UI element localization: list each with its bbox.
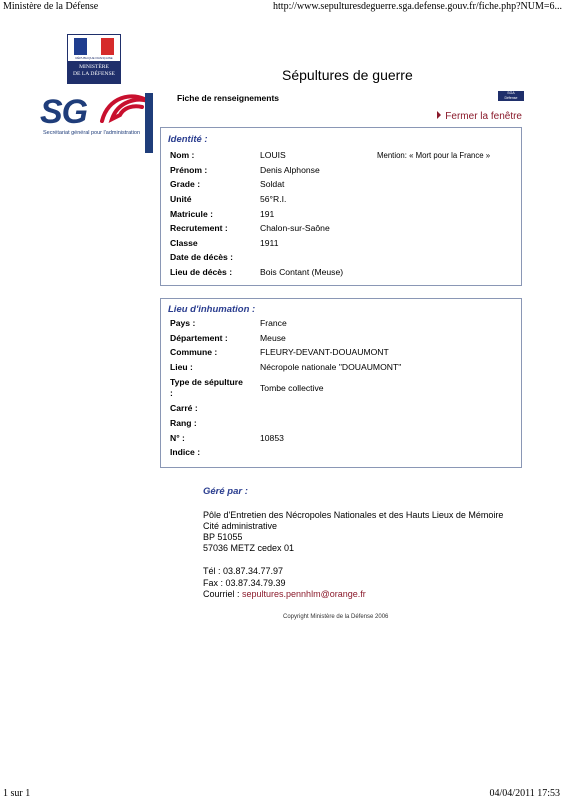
close-window-link[interactable]: [437, 111, 522, 122]
managed-by-addr3: 57036 METZ cedex 01: [203, 543, 295, 553]
field-value-numero: 10853: [260, 433, 284, 443]
type-sepulture-line2: :: [170, 388, 173, 398]
ministry-logo: [67, 34, 121, 84]
ministry-rf-text: RÉPUBLIQUE FRANÇAISE: [75, 56, 113, 60]
field-label-rang: Rang :: [170, 418, 197, 428]
identity-panel: [160, 127, 522, 286]
managed-by-email-row: [203, 589, 366, 600]
page-subtitle: Fiche de renseignements: [177, 93, 280, 103]
field-label-classe: Classe: [170, 238, 198, 248]
ministry-line2: DE LA DÉFENSE: [73, 71, 115, 77]
field-value-nom: LOUIS: [260, 150, 286, 160]
field-label-carre: Carré :: [170, 403, 198, 413]
sga-logo: [40, 93, 153, 153]
sga-bar: [145, 93, 153, 153]
print-header-title: Ministère de la Défense: [3, 1, 99, 12]
managed-by-org: Pôle d'Entretien des Nécropoles Nationales et des Hauts Lieux de Mémoire: [203, 510, 504, 520]
copyright-text: Copyright Ministère de la Défense 2006: [283, 614, 389, 620]
ministry-band: [68, 61, 120, 83]
email-link[interactable]: sepultures.pennhlm@orange.fr: [242, 589, 366, 599]
field-label-nom: Nom :: [170, 150, 195, 160]
field-value-matricule: 191: [260, 209, 275, 219]
field-value-commune: FLEURY-DEVANT-DOUAUMONT: [260, 347, 389, 357]
field-label-grade: Grade :: [170, 179, 201, 189]
field-value-lieu: Nécropole nationale "DOUAUMONT": [260, 362, 402, 372]
field-label-matricule: Matricule :: [170, 209, 213, 219]
ministry-line1: MINISTÈRE: [79, 64, 109, 70]
managed-by-tel: Tél : 03.87.34.77.97: [203, 566, 284, 576]
field-label-date-deces: Date de décès :: [170, 252, 234, 262]
marianne-flag-icon: [74, 38, 114, 55]
print-header-url: http://www.sepulturesdeguerre.sga.defense.gouv.fr/fiche.php?NUM=6...: [273, 1, 562, 12]
identity-title: Identité :: [168, 134, 208, 145]
burial-panel: [160, 298, 522, 468]
sga-logo-word: SG: [40, 93, 88, 131]
arrow-right-icon: [437, 111, 441, 119]
mention-text: Mention: « Mort pour la France »: [377, 151, 491, 160]
managed-by-addr2: BP 51055: [203, 532, 243, 542]
field-label-lieu: Lieu :: [170, 362, 193, 372]
print-footer-date: 04/04/2011 17:53: [489, 788, 560, 799]
mini-logo-line1: SGA: [507, 91, 515, 95]
field-label-indice: Indice :: [170, 447, 201, 457]
field-label-commune: Commune :: [170, 347, 218, 357]
field-label-pays: Pays :: [170, 318, 196, 328]
field-label-type-sepulture: [170, 377, 243, 399]
field-label-numero: N° :: [170, 433, 185, 443]
field-value-classe: 1911: [260, 238, 279, 248]
close-window-label: Fermer la fenêtre: [445, 111, 522, 122]
field-label-unite: Unité: [170, 194, 192, 204]
mini-sga-logo: [498, 91, 524, 101]
sga-caption: Secrétariat général pour l'administration: [43, 130, 141, 136]
field-label-prenom: Prénom :: [170, 165, 208, 175]
field-label-departement: Département :: [170, 333, 228, 343]
field-value-lieu-deces: Bois Contant (Meuse): [260, 267, 344, 277]
field-value-unite: 56°R.I.: [260, 194, 287, 204]
managed-by-fax: Fax : 03.87.34.79.39: [203, 578, 286, 588]
print-footer-page: 1 sur 1: [3, 788, 31, 799]
field-value-grade: Soldat: [260, 179, 285, 189]
field-value-departement: Meuse: [260, 333, 286, 343]
mini-logo-line2: Défense: [504, 96, 518, 100]
managed-by-title: Géré par :: [203, 486, 248, 497]
field-label-recrutement: Recrutement :: [170, 223, 228, 233]
field-value-recrutement: Chalon-sur-Saône: [260, 223, 330, 233]
field-label-lieu-deces: Lieu de décès :: [170, 267, 233, 277]
managed-by-addr1: Cité administrative: [203, 521, 278, 531]
email-label: Courriel :: [203, 589, 243, 599]
page-title: Sépultures de guerre: [282, 67, 413, 83]
field-value-type-sepulture: Tombe collective: [260, 383, 324, 393]
field-value-pays: France: [260, 318, 287, 328]
burial-title: Lieu d'inhumation :: [168, 304, 256, 315]
type-sepulture-line1: Type de sépulture: [170, 377, 243, 387]
field-value-prenom: Denis Alphonse: [260, 165, 320, 175]
